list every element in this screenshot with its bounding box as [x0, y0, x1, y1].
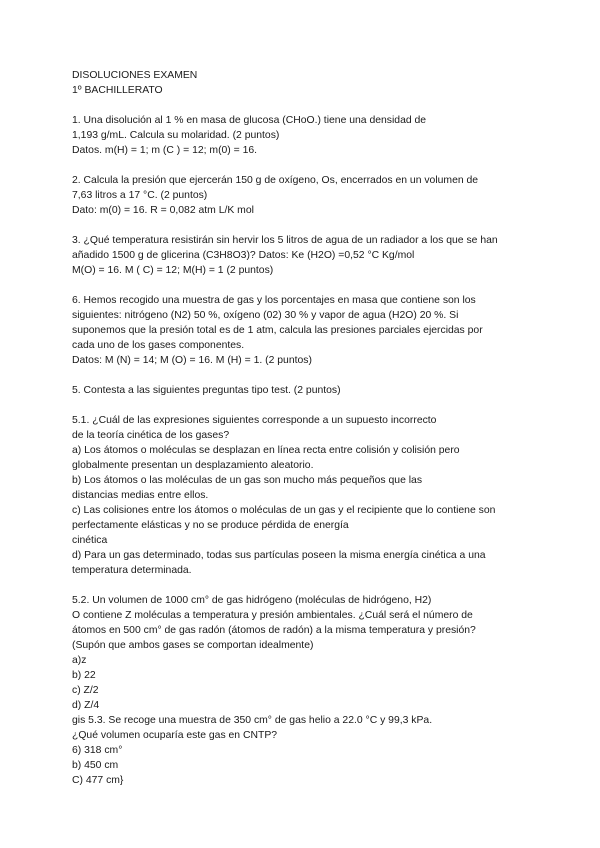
question-5-3-option-c: C) 477 cm} [72, 775, 124, 786]
question-6-line-1: 6. Hemos recogido una muestra de gas y los porcentajes en masa que contiene son los [72, 295, 476, 306]
question-5-1-line-9: cinética [72, 535, 108, 546]
question-5-2-line-1: 5.2. Un volumen de 1000 cm° de gas hidrógeno (moléculas de hidrógeno, H2) [72, 595, 432, 606]
question-3 [72, 233, 542, 278]
question-2 [72, 173, 542, 218]
question-5-1-line-2: de la teoría cinética de los gases? [72, 430, 230, 441]
question-5-1-line-7: c) Las colisiones entre los átomos o moléculas de un gas y el recipiente que lo contiene son [72, 505, 496, 516]
question-5-2-option-a: a)z [72, 655, 87, 666]
question-6-line-5: Datos: M (N) = 14; M (O) = 16. M (H) = 1. (2 puntos) [72, 355, 312, 366]
question-2-line-2: 7,63 litros a 17 °C. (2 puntos) [72, 190, 208, 201]
question-5-1-line-1: 5.1. ¿Cuál de las expresiones siguientes corresponde a un supuesto incorrecto [72, 415, 437, 426]
question-5-2-line-3: átomos en 500 cm° de gas radón (átomos de radón) a la misma temperatura y presión? [72, 625, 476, 636]
question-1 [72, 113, 542, 158]
question-6 [72, 293, 542, 368]
question-6-line-4: cada uno de los gases componentes. [72, 340, 245, 351]
question-5-1-line-6: distancias medias entre ellos. [72, 490, 209, 501]
question-1-line-3: Datos. m(H) = 1; m (C ) = 12; m(0) = 16. [72, 145, 258, 156]
question-3-line-2: añadido 1500 g de glicerina (C3H8O3)? Datos: Ke (H2O) =0,52 °C Kg/mol [72, 250, 415, 261]
question-5-2 [72, 593, 542, 788]
question-5-1-line-11: temperatura determinada. [72, 565, 192, 576]
question-3-line-3: M(O) = 16. M ( C) = 12; M(H) = 1 (2 puntos) [72, 265, 274, 276]
question-5-3-option-b: b) 450 cm [72, 760, 119, 771]
question-5-2-line-2: O contiene Z moléculas a temperatura y presión ambientales. ¿Cuál será el número de [72, 610, 473, 621]
question-5-2-option-b: b) 22 [72, 670, 96, 681]
spacer [72, 278, 542, 293]
question-1-line-1: 1. Una disolución al 1 % en masa de glucosa (CHoO.) tiene una densidad de [72, 115, 427, 126]
document-title: DISOLUCIONES EXAMEN [72, 70, 198, 81]
exam-document [72, 68, 542, 788]
question-6-line-3: suponemos que la presión total es de 1 atm, calcula las presiones parciales ejercidas por [72, 325, 483, 336]
question-5-1-line-3: a) Los átomos o moléculas se desplazan en línea recta entre colisión y colisión pero [72, 445, 460, 456]
document-subtitle: 1º BACHILLERATO [72, 85, 163, 96]
spacer [72, 368, 542, 383]
question-5-1-line-4: globalmente presentan un desplazamiento aleatorio. [72, 460, 314, 471]
spacer [72, 218, 542, 233]
question-6-line-2: siguientes: nitrógeno (N2) 50 %, oxígeno (02) 30 % y vapor de agua (H2O) 20 %. Si [72, 310, 459, 321]
question-5-1 [72, 413, 542, 578]
question-5-line-1: 5. Contesta a las siguientes preguntas tipo test. (2 puntos) [72, 385, 341, 396]
question-5-3-line-1: gis 5.3. Se recoge una muestra de 350 cm° de gas helio a 22.0 °C y 99,3 kPa. [72, 715, 433, 726]
spacer [72, 158, 542, 173]
spacer [72, 398, 542, 413]
spacer [72, 578, 542, 593]
question-5-1-line-10: d) Para un gas determinado, todas sus partículas poseen la misma energía cinética a una [72, 550, 486, 561]
question-5-3-line-2: ¿Qué volumen ocuparía este gas en CNTP? [72, 730, 278, 741]
question-1-line-2: 1,193 g/mL. Calcula su molaridad. (2 puntos) [72, 130, 280, 141]
question-5-1-line-8: perfectamente elásticas y no se produce pérdida de energía [72, 520, 349, 531]
question-5-1-line-5: b) Los átomos o las moléculas de un gas son mucho más pequeños que las [72, 475, 423, 486]
spacer [72, 98, 542, 113]
question-2-line-3: Dato: m(0) = 16. R = 0,082 atm L/K mol [72, 205, 254, 216]
question-2-line-1: 2. Calcula la presión que ejercerán 150 g de oxígeno, Os, encerrados en un volumen de [72, 175, 479, 186]
question-5-3-option-a: 6) 318 cm° [72, 745, 123, 756]
question-5-2-option-d: d) Z/4 [72, 700, 100, 711]
question-5-2-option-c: c) Z/2 [72, 685, 99, 696]
question-5-2-line-4: (Supón que ambos gases se comportan idealmente) [72, 640, 314, 651]
question-3-line-1: 3. ¿Qué temperatura resistirán sin hervir los 5 litros de agua de un radiador a los que se han [72, 235, 498, 246]
question-5 [72, 383, 542, 398]
